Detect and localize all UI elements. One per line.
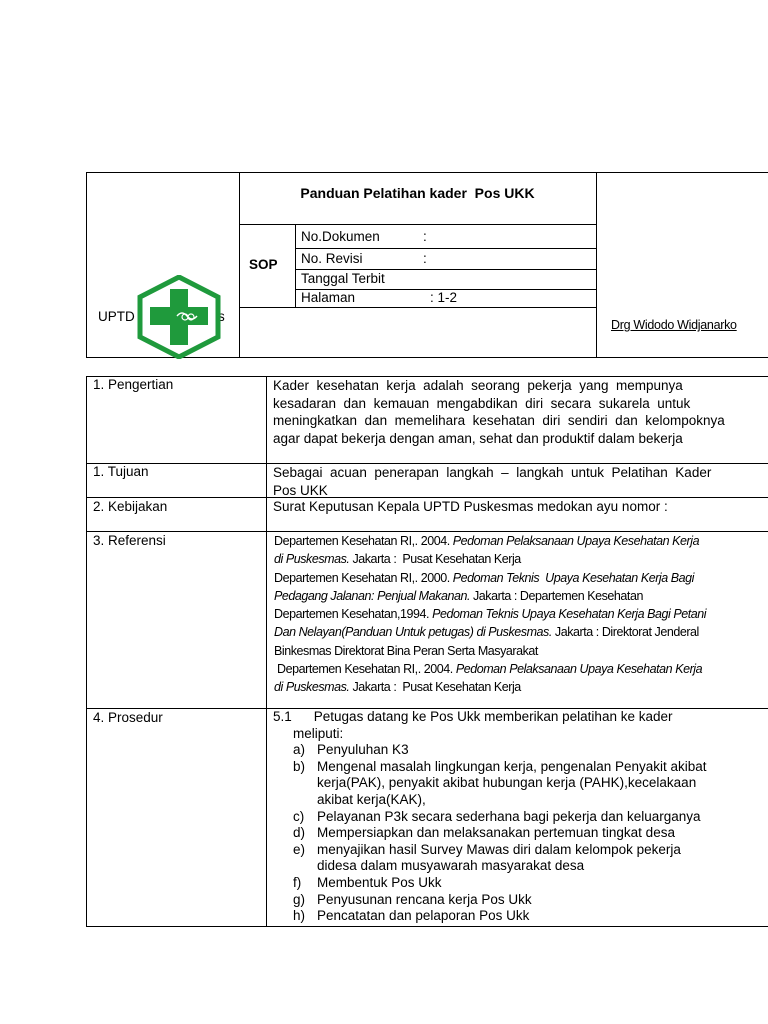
section-body-prosedur <box>273 709 768 925</box>
procedure-item <box>273 809 768 826</box>
reference-line <box>274 660 706 678</box>
reference-title: Pedoman Pelaksanaan Upaya Kesehatan Kerja <box>455 662 703 677</box>
procedure-item <box>273 908 768 925</box>
section-label-kebijakan: 2. Kebijakan <box>93 499 168 514</box>
reference-title: Pedoman Teknis Upaya Kesehatan Kerja Bagi <box>452 570 695 585</box>
meta-label: Halaman <box>301 290 356 305</box>
section-label-tujuan: 1. Tujuan <box>93 464 149 479</box>
reference-line <box>274 550 706 568</box>
reference-title: di Puskesmas. <box>274 552 350 567</box>
reference-line <box>274 678 706 696</box>
procedure-item-text: Mengenal masalah lingkungan kerja, pengenalan Penyakit akibat <box>317 758 707 774</box>
procedure-item-text: kerja(PAK), penyakit akibat hubungan kerja (PAHK),kecelakaan <box>317 775 697 791</box>
reference-title: di Puskesmas. <box>274 680 350 695</box>
puskesmas-logo <box>136 275 222 359</box>
procedure-item <box>273 759 768 776</box>
procedure-item <box>273 892 768 909</box>
procedure-number: 5.1 <box>273 709 292 724</box>
procedure-item-marker: c) <box>293 808 305 824</box>
procedure-item <box>273 875 768 892</box>
procedure-item-marker: a) <box>293 742 306 758</box>
sop-label: SOP <box>249 257 278 272</box>
reference-text: Departemen Kesehatan RI,. 2004. <box>274 534 453 548</box>
section-body-referensi <box>274 532 706 697</box>
reference-line <box>274 642 706 660</box>
procedure-intro <box>273 709 768 726</box>
procedure-item-marker: d) <box>293 825 306 841</box>
procedure-item-text: didesa dalam musyawarah masyarakat desa <box>317 858 585 874</box>
section-body-kebijakan: Surat Keputusan Kepala UPTD Puskesmas medokan ayu nomor : <box>273 499 668 514</box>
reference-text: Departemen Kesehatan RI,. 2000. <box>274 570 453 585</box>
procedure-item <box>273 842 768 859</box>
procedure-item <box>273 825 768 842</box>
paragraph-line: meningkatkan dan memelihara kesehatan diri sendiri dan kelompoknya <box>273 413 725 428</box>
reference-line <box>274 623 706 641</box>
meta-value: : 1-2 <box>430 290 458 305</box>
section-body-tujuan <box>273 464 711 499</box>
procedure-item-text: akibat kerja(KAK), <box>317 791 426 807</box>
procedure-item <box>273 792 768 809</box>
reference-text: Binkesmas Direktorat Bina Peran Serta Masyarakat <box>274 643 538 658</box>
paragraph-line: Sebagai acuan penerapan langkah – langkah untuk Pelatihan Kader <box>273 465 712 480</box>
procedure-item-marker: h) <box>293 908 306 924</box>
reference-title: Dan Nelayan(Panduan Untuk petugas) di Puskesmas. <box>274 625 552 640</box>
reference-text: Departemen Kesehatan RI,. 2004. <box>274 662 456 677</box>
meta-value: : <box>423 229 427 244</box>
reference-text: Jakarta : Departemen Kesehatan <box>469 588 643 603</box>
section-label-prosedur: 4. Prosedur <box>93 710 163 725</box>
reference-line <box>274 587 706 605</box>
section-body-pengertian <box>273 377 725 447</box>
reference-line <box>274 569 706 587</box>
signatory-name: Drg Widodo Widjanarko <box>611 318 737 332</box>
procedure-item-text: Pencatatan dan pelaporan Pos Ukk <box>317 908 530 924</box>
procedure-item <box>273 775 768 792</box>
paragraph-line: Kader kesehatan kerja adalah seorang pekerja yang mempunya <box>273 378 683 393</box>
procedure-item-text: Penyusunan rencana kerja Pos Ukk <box>317 891 532 907</box>
meta-label: No. Revisi <box>301 251 363 266</box>
procedure-item-text: menyajikan hasil Survey Mawas diri dalam kelompok pekerja <box>317 841 681 857</box>
reference-title: Pedoman Pelaksanaan Upaya Kesehatan Kerja <box>452 534 700 548</box>
reference-title: Pedoman Teknis Upaya Kesehatan Kerja Bagi Petani <box>432 607 707 622</box>
reference-line <box>274 605 706 623</box>
section-label-referensi: 3. Referensi <box>93 533 166 548</box>
procedure-item-marker: g) <box>293 891 306 907</box>
paragraph-line: Pos UKK <box>273 482 328 498</box>
procedure-intro-text: meliputi: <box>293 725 344 741</box>
procedure-item-text: Mempersiapkan dan melaksanakan pertemuan tingkat desa <box>317 825 675 841</box>
procedure-item-marker: b) <box>293 758 306 774</box>
paragraph-line: kesadaran dan kemauan mengabdikan diri secara sukarela untuk <box>273 395 691 411</box>
section-label-pengertian: 1. Pengertian <box>93 377 174 392</box>
reference-text: Jakarta : Pusat Kesehatan Kerja <box>349 552 521 567</box>
org-name-left: UPTD <box>98 309 135 324</box>
procedure-item-text: Penyuluhan K3 <box>317 742 409 758</box>
procedure-item-text: Membentuk Pos Ukk <box>317 874 442 890</box>
reference-line <box>274 532 706 550</box>
meta-label: No.Dokumen <box>301 229 380 244</box>
procedure-item-marker: f) <box>293 874 302 890</box>
reference-text: Departemen Kesehatan,1994. <box>274 607 433 622</box>
procedure-item-marker: e) <box>293 841 306 857</box>
reference-text: Jakarta : Direktorat Jenderal <box>551 625 699 640</box>
procedure-item-text: Pelayanan P3k secara sederhana bagi pekerja dan keluarganya <box>317 808 701 824</box>
reference-text: Jakarta : Pusat Kesehatan Kerja <box>349 680 521 695</box>
meta-value: : <box>423 251 427 266</box>
document-title: Panduan Pelatihan kader Pos UKK <box>300 185 535 201</box>
paragraph-line: agar dapat bekerja dengan aman, sehat dan produktif dalam bekerja <box>273 430 683 446</box>
procedure-item <box>273 858 768 875</box>
meta-label: Tanggal Terbit <box>301 271 385 286</box>
procedure-item <box>273 742 768 759</box>
org-name-right: s <box>218 309 225 324</box>
procedure-intro-text: Petugas datang ke Pos Ukk memberikan pelatihan ke kader <box>313 709 673 724</box>
reference-title: Pedagang Jalanan: Penjual Makanan. <box>274 588 470 603</box>
